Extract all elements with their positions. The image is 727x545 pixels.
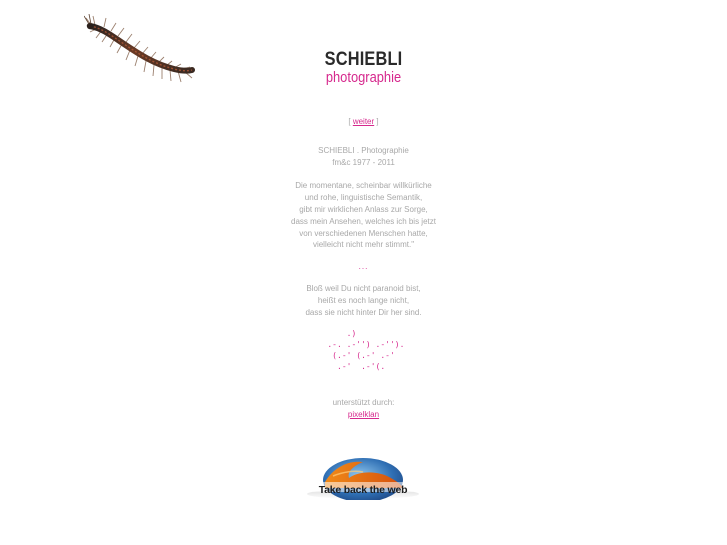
credit-line-1: SCHIEBLI . Photographie	[318, 145, 409, 155]
main-content	[0, 116, 727, 421]
logo-title: SCHIEBLI	[324, 49, 403, 70]
paranoid-line: dass sie nicht hinter Dir her sind.	[305, 307, 422, 317]
support-label: unterstützt durch:	[332, 398, 395, 408]
pixelklan-link[interactable]: pixelklan	[347, 409, 380, 419]
open-bracket: [	[348, 117, 351, 126]
paranoid-line: heißt es noch lange nicht,	[317, 295, 410, 305]
next-nav	[0, 116, 727, 128]
next-link[interactable]: weiter	[352, 117, 375, 126]
paranoid-line: Bloß weil Du nicht paranoid bist,	[306, 283, 421, 293]
quote-line: dass mein Ansehen, welches ich bis jetzt	[291, 216, 436, 226]
quote-line: gibt mir wirklichen Anlass zur Sorge,	[299, 204, 428, 214]
close-bracket: ]	[376, 117, 379, 126]
firefox-badge-text: Take back the web	[318, 484, 408, 496]
ascii-art: .) .-. .-'') .-''). (.-' (.-' .-' .-' .-'(.	[327, 329, 405, 372]
separator: ...	[358, 262, 369, 272]
logo-subtitle: photographie	[325, 69, 402, 86]
quote-line: Die momentane, scheinbar willkürliche	[295, 181, 432, 191]
quote-line: und rohe, linguistische Semantik,	[304, 193, 423, 203]
firefox-badge[interactable]	[303, 454, 423, 500]
quote-line: von verschiedenen Menschen hatte,	[299, 228, 428, 238]
site-logo	[0, 50, 727, 86]
credit-line-2: fm&c 1977 - 2011	[332, 157, 395, 167]
quote-line: vielleicht nicht mehr stimmt."	[312, 240, 415, 250]
